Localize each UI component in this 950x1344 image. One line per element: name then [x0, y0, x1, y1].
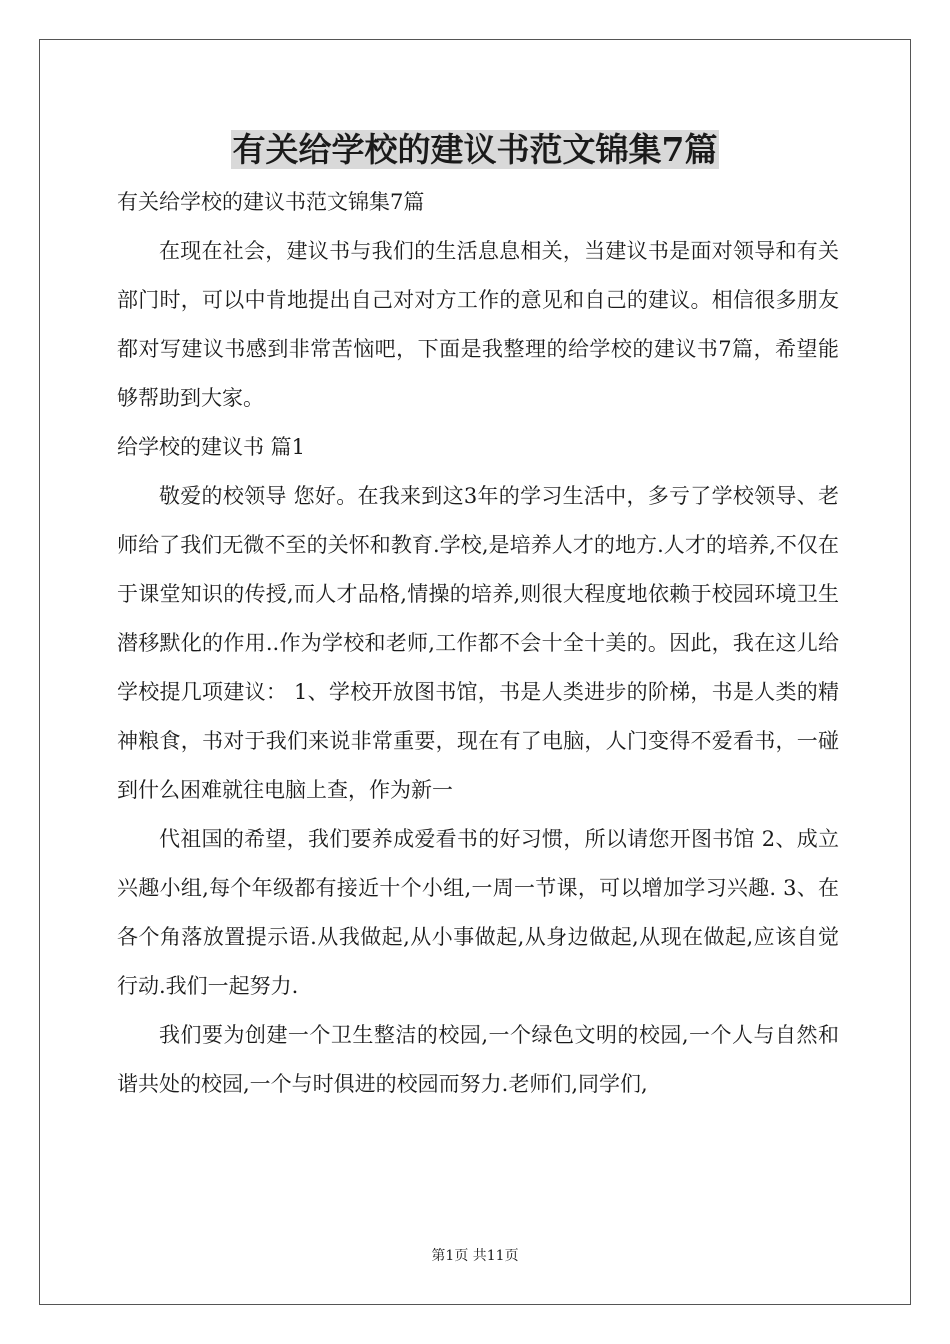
- section-heading: 给学校的建议书 篇1: [117, 435, 306, 459]
- intro-paragraph: 在现在社会，建议书与我们的生活息息相关，当建议书是面对领导和有关部门时，可以中肯地提出自己对对方工作的意见和自己的建议。相信很多朋友都对写建议书感到非常苦恼吧，下面是我整理的给学校的建议书7篇，希望能够帮助到大家。: [117, 239, 839, 410]
- body-paragraph-3: 我们要为创建一个卫生整洁的校园,一个绿色文明的校园,一个人与自然和谐共处的校园,一个与时俱进的校园而努力.老师们,同学们,: [117, 1023, 839, 1096]
- page-footer: 第1页 共11页: [431, 1248, 519, 1264]
- document-body: [117, 178, 839, 1109]
- document-subtitle: 有关给学校的建议书范文锦集7篇: [117, 190, 425, 214]
- document-title: [0, 128, 950, 172]
- body-paragraph-1: 敬爱的校领导 您好。在我来到这3年的学习生活中，多亏了学校领导、老师给了我们无微不至的关怀和教育.学校,是培养人才的地方.人才的培养,不仅在于课堂知识的传授,而人才品格,情操的培养,则很大程度地依赖于校园环境卫生潜移默化的作用..作为学校和老师,工作都不会十全十美的。因此，我在这儿给学校提几项建议： 1、学校开放图书馆，书是人类进步的阶梯，书是人类的精神粮食，书对于我们来说非常重要，现在有了电脑，人门变得不爱看书，一碰到什么困难就往电脑上查，作为新一: [117, 484, 839, 802]
- body-paragraph-2: 代祖国的希望，我们要养成爱看书的好习惯，所以请您开图书馆 2、成立兴趣小组,每个年级都有接近十个小组,一周一节课，可以增加学习兴趣. 3、在各个角落放置提示语.从我做起,从小事做起,从身边做起,从现在做起,应该自觉行动.我们一起努力.: [117, 827, 839, 998]
- document-title-text: 有关给学校的建议书范文锦集7篇: [232, 130, 718, 169]
